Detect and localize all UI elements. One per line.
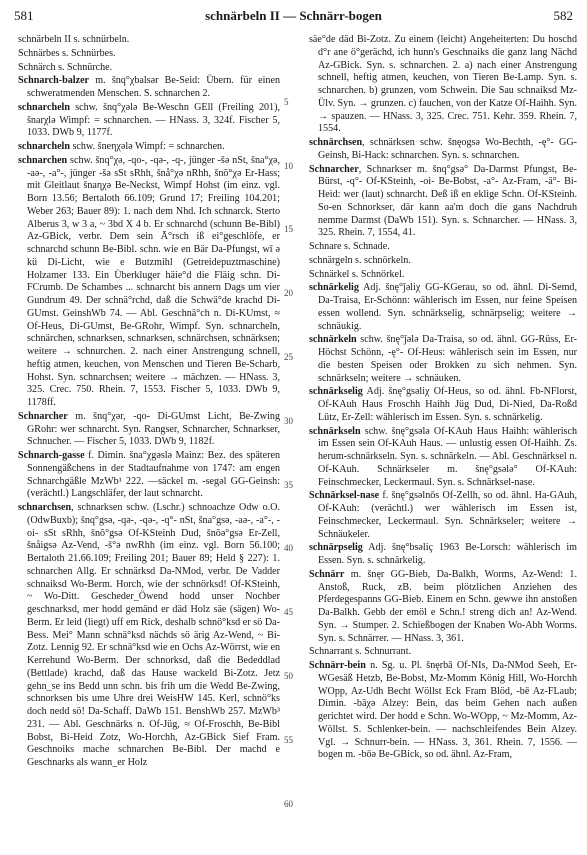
dictionary-entry bbox=[309, 241, 577, 254]
entry-headword: Schnärr-bein bbox=[309, 660, 366, 671]
dictionary-entry bbox=[18, 411, 280, 449]
entry-text: Adj. šnę°ǰəliχ GG-KGerau, so od. ähnl. Di-Semd, Da-Traisa, Er-Schönn: wählerisch im Essen, nur feine Speisen essen wollend. Syn. schnärkselig, schnärpselig; weitere → schnäukig. bbox=[318, 282, 577, 332]
entry-text: schw. šnę°gsələ Of-KAuh Haus Haihh: wählerisch im Essen sein Of-KAuh Haus. — unlustig essen Of-Haihh. Zs. herum-schnärkseln. Syn. s. schnärkeln. — Abl. Geschnärksel n. Of-KAuh. Schnärkseler m. šnę°gsələ° Of-KAuh: Feinschmecker, Leckermaul. Syn. s. Schnärksel-nase. bbox=[318, 425, 577, 488]
running-title: schnärbeln II — Schnärr-bogen bbox=[205, 8, 382, 23]
entry-headword: schnärkelig bbox=[309, 282, 359, 294]
entry-text: , schnärksen schw. šnęogsə Wo-Bechth, -ę°- GG-Geinsh, Bi-Hack: schnarchen. Syn. s. schnarchen. bbox=[318, 137, 577, 161]
entry-text: schw. šnq°χə, -qo-, -qə-, -q-, jünger -šə nSt, šna°χə, -aə-, -a°-, jünger -šə sSt sRhh, šnå°χə nRhh, šnõ°χə Er-Hass; mit Gleitlaut šnaηχə Be-Neckst, Wimpf Hohst (im einz. vgl. Born 13.56; Bertaloth 66.109; Grund 17; Freiling 104.201; Weber 263; Bauer 89): 1. nach dem Nhd. Ich schnarck. Sterto Alberus 3, w 3 a, ~ 3bd X 4 b. Er schnarchd (schunn Be-Bibl) Az-GBick, verbr. Dem sein Ā°rsch iß ei°geschlöfe, er schnarchd schunn Be-Bibl. schn. wie en Bär Da-Pfungst, wī ə kü Di-Licht, wie e Butzmihl (Getreidepuztmaschine) Holzamer 133. Ein Überkluger häie°d die Fläig schn. Di-FCrumb. De Schambes ... schnarcht bis annern Dags um vier Gundrum 49. Der schnä°rchd, daß die Schwä°de krachd Di-GUmst. GeinshWb 74. — Abl. Geschnä°ch n. Di-KUmst, ≈ Of-Heus, Di-GUmst, Be-GRohr, Wimpf. Syn. schnarcheln, schnärchen, schnarksen, schnarksen, schnärchsen, schnärksen; weitere → schnurchen. 2. nach einer Anstrengung schnell, heftig atmen, keuchen, von Menschen und Tieren Be-Scharb, Hohst. Syn. schnarchsen; weitere → mächzen. — HNass. 3, 325. Crec. 750. Rhein. 7, 1553. Fischer 5, 1033. DWb 9, 1178ff. bbox=[27, 154, 280, 408]
entry-text: Schnare s. Schnade. bbox=[309, 241, 390, 252]
page-header bbox=[14, 8, 573, 28]
dictionary-entry bbox=[309, 34, 577, 136]
entry-text: Schnarrant s. Schnurrant. bbox=[309, 646, 412, 658]
entry-text: m. šnq°χbalsər Be-Seid: Übern. für einen schweratmenden Menschen. S. schnarchen 2. bbox=[27, 75, 280, 99]
line-number: 30 bbox=[284, 415, 293, 426]
dictionary-entry bbox=[309, 269, 577, 282]
dictionary-entry bbox=[309, 386, 577, 424]
page-number-right: 582 bbox=[553, 8, 573, 23]
entry-headword: schnärkselig bbox=[309, 386, 363, 398]
entry-text: schnärbeln II s. schnürbeln. bbox=[18, 34, 130, 45]
dictionary-entry bbox=[18, 450, 280, 501]
entry-headword: Schnarch-gasse bbox=[18, 450, 85, 461]
entry-text: säe°de däd Bi-Zotz. Zu einem (leicht) Angeheiterten: Du hoschd d°r ane ö°gerächd, ich hunn's Geschnaiks die ganz lang Nächd Az-GBick. Syn. s. schnarchen. 2. a) nach einer Anstrengung schnell, heftig atmen, keuchen, von Tieren Be-Lamp. Syn. s. schnarchen. b) grunzen, vom Schwein. Die Sau schnaiksd Mz-Ülv. Syn. → grunzen. c) fauchen, von der Katze Of-Haihh. Syn. → spauzen. — HNass. 3, 325. Crec. 751. Kehr. 359. Rhein. 7, 1554. bbox=[309, 34, 577, 135]
line-number: 10 bbox=[284, 160, 293, 171]
entry-text: Schnärch s. Schnürche. bbox=[18, 61, 113, 73]
dictionary-entry bbox=[18, 502, 280, 770]
entry-text: , Schnarkser m. šnq°gsə° Da-Darmst Pfungst, Be-Bürst, -q°- Of-KSteinh, -oi- Be-Bobst, -a°- Az-Fram, -ä°- Bi-Heid: wer (laut) schnarcht. Deß iß en eklige Schn. Of-KSteinh. So-en Schnorkser, där kann aa'm doch die gans Nachdruh nemme Darmst (DaWb 151). Syn. s. Schnarcher. — HNass. 3, 325. Rhein. 7, 1554, 41. bbox=[318, 163, 577, 239]
dictionary-entry bbox=[309, 334, 577, 385]
entry-text: schw. šneηχələ Wimpf: = schnarchen. bbox=[69, 141, 225, 152]
dictionary-entry bbox=[18, 34, 280, 47]
line-number: 20 bbox=[284, 288, 293, 299]
entry-headword: schnarchen bbox=[18, 154, 68, 166]
entry-headword: Schnarch-balzer bbox=[18, 75, 90, 87]
entry-headword: schnärkeln bbox=[309, 334, 357, 346]
dictionary-entry bbox=[309, 164, 577, 241]
entry-headword: schnärpselig bbox=[309, 542, 363, 554]
entry-text: Adj. šnę°gsəliχ Of-Heus, so od. ähnl. Fb-NFlorst, Of-KAuh Haus Froschh Haihh Jüg Dud, Di-Nied, Da-Roßd Lütz, Er-Zell: wählerisch im Essen. Syn. s. schnärkelig. bbox=[318, 386, 577, 423]
dictionary-entry bbox=[309, 490, 577, 541]
entry-headword: schnärchsen bbox=[309, 137, 363, 148]
entry-text: Schnärbes s. Schnürbes. bbox=[18, 47, 116, 59]
entry-text: , schnarksen schw. (Lschr.) schnoachze Odw o.O. (OdwBuxb); šnq°gsə, -qə-, -qə-, -q°- nSt, šna°gsə, -aə-, -a°-, -oi- sSt sRhh, šnõ°gsə Of-KSteinh Dud, šnõə°gsə Er-Zell, šnåigsə Az-Vend, -š°ə nwRhh (im einz. vgl. Born 56.100; Bertaloth 21.66.109; Freiling 201; Bauer 89; Held § 227): 1. schnarchen Allg. Er schnärksd Da-NMod, verbr. De Vadder schnaiksd Wo-Berm. Horch, wie der schnörksd! Of-KSteinh, ~ Wo-Ditt. Gescheder_Öwend hodd unser Nochber geschnarksd, mer hodd gemänd er däd Holz säe (sägen) Wo-Berm. Er leid (liegt) uff em Rick, deshalb schnö°ksd er sö Da-Bess. Mei° Mann schnä°ksd nächds sö ärig Az-Wend, ~ Bi-Zotz. Lennig 92. Er schnä°ksd wie en Ochs Az-Wörrst, wie en Kerrehund Wo-Berm. Der schnorksd, daß die Bededdlad (Bettlade) krachd, daß das Hause wackeld Bi-Zotz. Jetz gehn_se ins Bedd unn schn. bis frih um die Wedd Be-Zwing, schnorksen bis ume Uhre drei WeisHW 145. Kerl, schnö°ks doch nedd sö! Da-Schaff. DaWb 151. BenshWb 257. MzWb³ 231. — Abl. Geschnärks n. Of-Jüg, ≈ Of-Froschh, Be-Bibl Bobst, Bi-Heid Zotz, Wo-Horchh, Az-GBick Sief Fram. Geschnoiks mache schnarchen Be-Bibl. Der machd e Geschnarks als wann_er Holz bbox=[27, 502, 280, 768]
entry-headword: schnarchsen bbox=[18, 502, 72, 513]
dictionary-entry bbox=[309, 255, 577, 268]
right-column bbox=[309, 34, 577, 762]
line-number: 45 bbox=[284, 607, 293, 618]
line-number: 40 bbox=[284, 543, 293, 554]
dictionary-entry bbox=[309, 282, 577, 333]
dictionary-entry bbox=[18, 141, 280, 154]
dictionary-entry bbox=[309, 569, 577, 646]
dictionary-entry bbox=[309, 542, 577, 568]
entry-text: n. Sg. u. Pl. šnęrbā Of-NIs, Da-NMod Seeh, Er-WGesäß Hetzb, Be-Bobst, Mz-Momm König Hill, Wo-Horchh WOpp, Az-Udh Becht Wöllst Eck Fram Blöd, -bē Az-FLaub; Dimin. -bāχə Alzey: Bein, das beim Gehen nach außen gerichtet wird. Der hodd e Schn. Wo-WOpp, ~ Mz-Momm, Az-Wöllst. S. Schlenker-bein. — nachschleifendes Bein Alzey. Vgl. → Schnurr-bein. — HNass. 3, 361. Rhein. 7, 1556. —bogen m. -bōə Be-GBick, so od. ähnl. Az-Fram, bbox=[318, 660, 577, 761]
dictionary-entry bbox=[18, 62, 280, 75]
left-column bbox=[18, 34, 280, 770]
entry-text: schw. šnq°χələ Be-Weschn GEll (Freiling 201), šnarχlə Wimpf: = schnarchen. — HNass. 3, 324f. Fischer 5, 1033. DWb 9, 1177f. bbox=[27, 101, 280, 139]
line-number: 25 bbox=[284, 352, 293, 362]
entry-headword: Schnärksel-nase bbox=[309, 490, 380, 502]
dictionary-entry bbox=[18, 102, 280, 140]
line-number: 60 bbox=[284, 798, 293, 809]
entry-text: schnärgeln s. schnörkeln. bbox=[309, 254, 411, 266]
dictionary-entry bbox=[18, 75, 280, 101]
entry-headword: schnärkseln bbox=[309, 425, 361, 437]
entry-text: f. Dimin. šna°χgəslə Mainz: Bez. des späteren Sonnengäßchens in der Stadtaufnahme von 1747: am engen Schnarchgäßle MzWb¹ 222. —säckel m. -segəl GG-Geinsh: (verächtl.) Langschläfer, der laut schnarcht. bbox=[27, 450, 280, 500]
entry-headword: schnarcheln bbox=[18, 141, 70, 152]
dictionary-entry bbox=[18, 48, 280, 61]
entry-text: f. šnę°gsəlnōs Of-Zellh, so od. ähnl. Ha-GAuh, Of-KAuh: (verächtl.) wer wählerisch im Essen ist, Feinschmecker, Leckermaul. Syn. Schnärkseler; weitere → Schnäukeler. bbox=[318, 490, 577, 540]
entry-headword: Schnarcher bbox=[309, 163, 359, 175]
entry-text: m. šnęr GG-Bieb, Da-Balkh, Worms, Az-Wend: 1. Anstoß, Ruck, zB. beim plötzlichen Anziehen des Pferdegespanns GG-Bieb. Einem en Schn. gewwe ihn anstoßen Da-Balkh. Gebb der emöl e Schn.! streng dich an! Az-Wend. Syn. → Stumper. 2. Schießbogen der Knaben Wo-Abh Worms. Syn. s. Schnärrer. — HNass. 3, 361. bbox=[318, 568, 577, 644]
dictionary-entry bbox=[309, 646, 577, 659]
dictionary-entry bbox=[309, 137, 577, 163]
dictionary-entry bbox=[18, 155, 280, 410]
page-number-left: 581 bbox=[14, 8, 34, 23]
line-number: 35 bbox=[284, 479, 293, 490]
line-number: 15 bbox=[284, 224, 293, 235]
line-number: 50 bbox=[284, 671, 293, 681]
entry-text: Schnärkel s. Schnörkel. bbox=[309, 268, 405, 280]
entry-text: m. šnq°χər, -qo- Di-GUmst Licht, Be-Zwing GRohr: wer schnarcht. Syn. Rangser, Schnarcher, Schnarkser, Schnucher. — Fischer 5, 1033. DWb 9, 1182f. bbox=[27, 410, 280, 448]
line-number: 55 bbox=[284, 734, 293, 745]
dictionary-entry bbox=[309, 426, 577, 490]
line-number: 5 bbox=[284, 96, 289, 107]
entry-headword: Schnarcher bbox=[18, 410, 68, 422]
entry-headword: Schnärr bbox=[309, 568, 345, 580]
entry-text: schw. šnę°ǰələ Da-Traisa, so od. ähnl. GG-Rüss, Er-Höchst Schönn, -ę°- Of-Heus: wählerisch sein im Essen, nur die besten Speisen oder Brokken zu sich nehmen. Syn. schnärkseln; weitere → schnäuken. bbox=[318, 334, 577, 384]
dictionary-entry bbox=[309, 660, 577, 762]
entry-headword: schnarcheln bbox=[18, 101, 70, 113]
entry-text: Adj. šnę°bsəliç 1963 Be-Lorsch: wählerisch im Essen. Syn. s. schnärkelig. bbox=[318, 542, 577, 566]
